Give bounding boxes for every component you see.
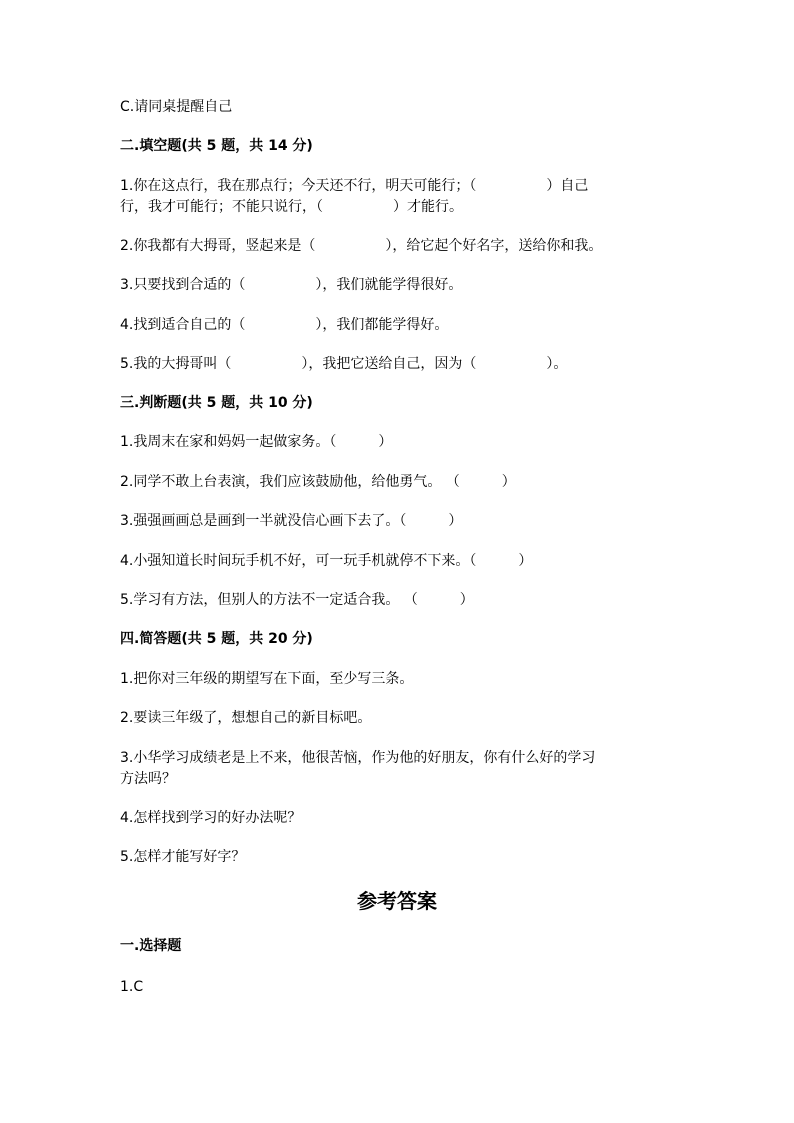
fill-blank-item-2: 2.你我都有大拇哥，竖起来是（ ），给它起个好名字，送给你和我。: [120, 238, 603, 254]
judge-item-2: 2.同学不敢上台表演，我们应该鼓励他，给他勇气。 （ ）: [120, 474, 516, 490]
short-answer-heading: 四.简答题(共 5 题，共 20 分): [120, 631, 313, 647]
fill-blank-item-3: 3.只要找到合适的（ ），我们就能学得很好。: [120, 277, 463, 293]
fill-blank-item-5: 5.我的大拇哥叫（ ），我把它送给自己，因为（ ）。: [120, 356, 568, 372]
short-answer-item-1: 1.把你对三年级的期望写在下面，至少写三条。: [120, 671, 414, 687]
short-answer-item-2: 2.要读三年级了，想想自己的新目标吧。: [120, 710, 372, 726]
judge-item-1: 1.我周末在家和妈妈一起做家务。（ ）: [120, 434, 393, 450]
fill-blank-heading: 二.填空题(共 5 题，共 14 分): [120, 138, 313, 154]
short-answer-item-3-line-2: 方法吗？: [120, 771, 176, 787]
answer-section-heading: 一.选择题: [120, 938, 182, 954]
short-answer-item-4: 4.怎样找到学习的好办法呢？: [120, 810, 302, 826]
judge-heading: 三.判断题(共 5 题，共 10 分): [120, 395, 313, 411]
fill-blank-item-4: 4.找到适合自己的（ ），我们都能学得好。: [120, 317, 449, 333]
fill-blank-item-1-line-2: 行，我才可能行；不能只说行，（ ）才能行。: [120, 199, 463, 215]
answer-item-1: 1.C: [120, 979, 144, 995]
judge-item-5: 5.学习有方法，但别人的方法不一定适合我。 （ ）: [120, 592, 474, 608]
fill-blank-item-1-line-1: 1.你在这点行，我在那点行；今天还不行，明天可能行；（ ）自己: [120, 178, 589, 194]
judge-item-4: 4.小强知道长时间玩手机不好，可一玩手机就停不下来。（ ）: [120, 553, 533, 569]
answer-key-title: 参考答案: [357, 889, 437, 913]
short-answer-item-3-line-1: 3.小华学习成绩老是上不来，他很苦恼，作为他的好朋友，你有什么好的学习: [120, 750, 596, 766]
short-answer-item-5: 5.怎样才能写好字？: [120, 849, 246, 865]
judge-item-3: 3.强强画画总是画到一半就没信心画下去了。（ ）: [120, 513, 463, 529]
option-c: C.请同桌提醒自己: [120, 99, 233, 115]
